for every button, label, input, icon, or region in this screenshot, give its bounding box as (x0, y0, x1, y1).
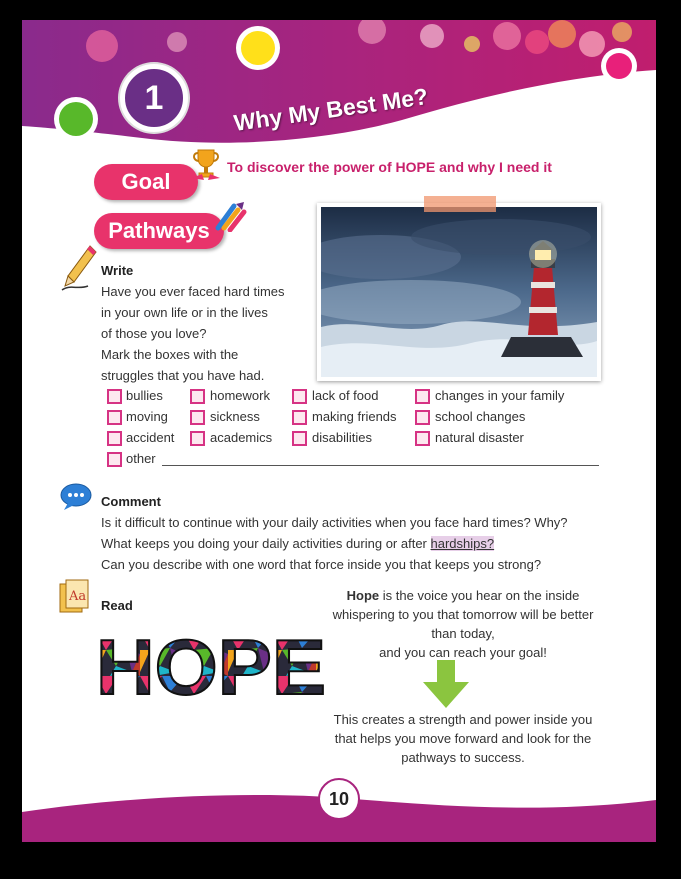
checkbox-sickness[interactable] (190, 410, 205, 425)
header-banner (22, 20, 656, 160)
checkbox-label: natural disaster (435, 430, 524, 445)
hope-definition-line-2: whispering to you that tomorrow will be better (332, 607, 594, 622)
write-heading: Write (101, 263, 134, 278)
hope-definition-line-1 (298, 586, 628, 605)
goal-text: To discover the power of HOPE and why I need it (227, 159, 552, 175)
read-heading: Read (101, 598, 133, 613)
goal-label: Goal (121, 169, 171, 194)
photo-tape (424, 196, 496, 212)
write-line-3: of those you love? (101, 326, 207, 341)
hope-word-art (96, 632, 328, 702)
lighthouse-photo (317, 203, 601, 381)
goal-pill (94, 164, 198, 200)
checkbox-natural-disaster[interactable] (415, 431, 430, 446)
checkbox-other[interactable] (107, 452, 122, 467)
hope-definition (298, 586, 628, 662)
pencil-icon (60, 244, 100, 292)
comment-question-2-text: What keeps you doing your daily activities during or after (101, 536, 431, 551)
checkbox-label: moving (126, 409, 168, 424)
checkbox-label: other (126, 451, 156, 466)
write-line-5: struggles that you have had. (101, 368, 265, 383)
pathways-icon (214, 200, 248, 232)
write-line-2: in your own life or in the lives (101, 305, 268, 320)
checkbox-label: homework (210, 388, 270, 403)
chapter-title: Why My Best Me? (232, 83, 430, 137)
write-line-4: Mark the boxes with the (101, 347, 239, 362)
hope-result-line-3: pathways to success. (401, 750, 525, 765)
hardships-link[interactable]: hardships? (430, 536, 495, 551)
checkbox-label: school changes (435, 409, 526, 424)
comment-heading: Comment (101, 494, 161, 509)
hope-bold: Hope (346, 588, 380, 603)
svg-text:HOPE: HOPE (96, 632, 326, 702)
other-write-line[interactable] (162, 465, 599, 466)
checkbox-label: accident (126, 430, 175, 445)
hope-definition-text: is the voice you hear on the inside (379, 588, 580, 603)
pathways-pill (94, 213, 224, 249)
textbook-page (22, 20, 656, 842)
hope-result (298, 710, 628, 767)
speech-bubble-icon (60, 483, 92, 511)
svg-text:Aa: Aa (69, 589, 87, 604)
checkbox-school-changes[interactable] (415, 410, 430, 425)
checkbox-academics[interactable] (190, 431, 205, 446)
comment-question-2 (101, 533, 494, 554)
comment-question-3: Can you describe with one word that force inside you that keeps you strong? (101, 557, 542, 572)
comment-question-1: Is it difficult to continue with your daily activities when you face hard times? Why? (101, 515, 568, 530)
checkbox-label: sickness (210, 409, 260, 424)
hope-definition-line-4: and you can reach your goal! (379, 645, 547, 660)
checkbox-making-friends[interactable] (292, 410, 307, 425)
trophy-icon (190, 148, 222, 182)
hope-result-line-1: This creates a strength and power inside you (333, 712, 593, 727)
checkbox-changes-in-family[interactable] (415, 389, 430, 404)
checkbox-moving[interactable] (107, 410, 122, 425)
hope-result-line-2: that helps you move forward and look for the (334, 731, 592, 746)
pathways-label: Pathways (108, 218, 210, 243)
write-line-1: Have you ever faced hard times (101, 284, 285, 299)
checkbox-label: changes in your family (435, 388, 565, 403)
checkbox-homework[interactable] (190, 389, 205, 404)
checkbox-lack-of-food[interactable] (292, 389, 307, 404)
checkbox-label: disabilities (312, 430, 372, 445)
page-number-badge (318, 778, 360, 820)
page-number: 10 (328, 789, 350, 809)
checkbox-accident[interactable] (107, 431, 122, 446)
down-arrow-icon (421, 660, 471, 708)
hope-definition-line-3: than today, (431, 626, 495, 641)
checkbox-bullies[interactable] (107, 389, 122, 404)
checkbox-disabilities[interactable] (292, 431, 307, 446)
book-icon (58, 578, 92, 614)
checkbox-label: academics (210, 430, 273, 445)
checkbox-label: making friends (312, 409, 397, 424)
checkbox-label: bullies (126, 388, 163, 403)
checkbox-label: lack of food (312, 388, 379, 403)
chapter-number-badge: 1 (120, 64, 188, 132)
